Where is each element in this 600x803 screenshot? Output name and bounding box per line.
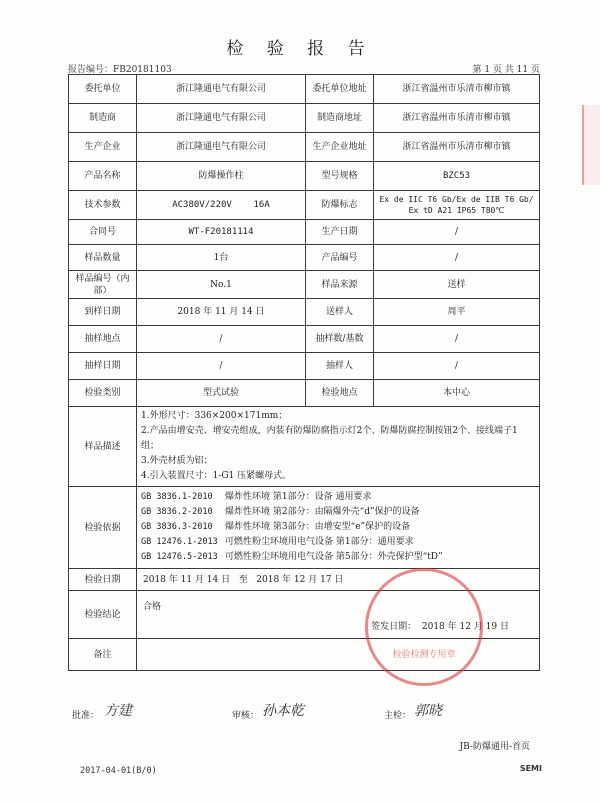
value-manufacturer: 浙江隆通电气有限公司 — [137, 104, 306, 133]
label-client-address: 委托单位地址 — [306, 75, 374, 104]
label-sender: 送样人 — [306, 299, 374, 326]
label-sampling-count: 抽样数/基数 — [306, 326, 374, 353]
label-model: 型号规格 — [306, 162, 374, 191]
inspect-signature: 郭晓 — [414, 703, 442, 719]
value-manufacturer-address: 浙江省温州市乐清市柳市镇 — [374, 104, 540, 133]
label-sampler: 抽样人 — [306, 353, 374, 380]
row-product — [69, 162, 540, 191]
basis-standard: GB 12476.1-2013 — [141, 537, 218, 547]
value-sample-source: 送样 — [374, 271, 540, 299]
label-sample-qty: 样品数量 — [69, 245, 137, 271]
value-production-date: / — [374, 220, 540, 245]
label-producer: 生产企业 — [69, 133, 137, 162]
value-sender: 周平 — [374, 299, 540, 326]
label-manufacturer-address: 制造商地址 — [306, 104, 374, 133]
value-test-category: 型式试验 — [137, 380, 306, 407]
value-product-name: 防爆操作柱 — [137, 162, 306, 191]
value-sampling-place: / — [137, 326, 306, 353]
label-test-date: 检验日期 — [69, 569, 137, 591]
report-title: 检 验 报 告 — [226, 39, 374, 59]
value-contract: WT-F20181114 — [137, 220, 306, 245]
basis-standard: GB 3836.2-2010 — [141, 507, 213, 517]
row-conclusion — [69, 591, 540, 639]
value-sampling-count: / — [374, 326, 540, 353]
value-sampling-date: / — [137, 353, 306, 380]
description-line: 4.引入装置尺寸：1-G1 压紧螺母式。 — [141, 471, 292, 481]
basis-item — [141, 550, 535, 565]
value-sampler: / — [374, 353, 540, 380]
basis-standard: GB 3836.3-2010 — [141, 522, 213, 532]
label-production-date: 生产日期 — [306, 220, 374, 245]
value-sample-no: No.1 — [137, 271, 306, 299]
label-arrival-date: 到样日期 — [69, 299, 137, 326]
row-basis — [69, 487, 540, 569]
value-conclusion-cell — [137, 591, 540, 639]
row-category — [69, 380, 540, 407]
label-producer-address: 生产企业地址 — [306, 133, 374, 162]
report-table — [68, 74, 540, 671]
basis-text: 爆炸性环境 第3部分：由增安型“e”保护的设备 — [225, 522, 411, 532]
value-client-address: 浙江省温州市乐清市柳市镇 — [374, 75, 540, 104]
label-product-no: 产品编号 — [306, 245, 374, 271]
seal-text: 检验检测专用章 — [392, 650, 456, 660]
value-model: BZC53 — [374, 162, 540, 191]
approve-signature: 方建 — [104, 703, 132, 719]
row-remarks — [69, 639, 540, 671]
label-sample-source: 样品来源 — [306, 271, 374, 299]
value-remarks — [137, 639, 540, 671]
basis-standard: GB 12476.5-2013 — [141, 552, 218, 562]
row-client — [69, 75, 540, 104]
label-sample-description: 样品描述 — [69, 407, 137, 487]
value-tech-params: AC380V/220V 16A — [137, 191, 306, 220]
label-ex-marking: 防爆标志 — [306, 191, 374, 220]
row-manufacturer — [69, 104, 540, 133]
label-tech-params: 技术参数 — [69, 191, 137, 220]
description-line: 2.产品由增安壳、增安壳组成，内装有防爆防腐指示灯2个、防爆防腐控制按钮2个、接线端子1组； — [141, 426, 518, 451]
row-contract — [69, 220, 540, 245]
label-test-place: 检验地点 — [306, 380, 374, 407]
basis-item — [141, 490, 535, 505]
label-test-category: 检验类别 — [69, 380, 137, 407]
row-producer — [69, 133, 540, 162]
value-test-basis — [137, 487, 540, 569]
label-sampling-place: 抽样地点 — [69, 326, 137, 353]
row-arrival — [69, 299, 540, 326]
approve-label: 批准： — [72, 711, 100, 721]
value-producer-address: 浙江省温州市乐清市柳市镇 — [374, 133, 540, 162]
row-sampling-date — [69, 353, 540, 380]
issue-date: 签发日期： 2018 年 12 月 19 日 — [371, 622, 509, 632]
label-product-name: 产品名称 — [69, 162, 137, 191]
value-test-date: 2018 年 11 月 14 日 至 2018 年 12 月 17 日 — [137, 569, 540, 591]
form-version: 2017-04-01(B/0) — [80, 766, 157, 776]
basis-item — [141, 505, 535, 520]
basis-text: 爆炸性环境 第1部分：设备 通用要求 — [225, 492, 372, 502]
report-number: 报告编号：FB20181103 — [68, 65, 172, 75]
value-product-no: / — [374, 245, 540, 271]
basis-text: 可燃性粉尘环境用电气设备 第5部分：外壳保护型“tD” — [225, 552, 443, 562]
basis-text: 可燃性粉尘环境用电气设备 第1部分：通用要求 — [225, 537, 414, 547]
description-line: 3.外壳材质为铝； — [141, 456, 213, 466]
value-ex-marking: Ex de IIC T6 Gb/Ex de IIB T6 Gb/ Ex tD A21 IP65 T80℃ — [374, 191, 540, 220]
basis-standard: GB 3836.1-2010 — [141, 492, 213, 502]
row-tech — [69, 191, 540, 220]
label-client: 委托单位 — [69, 75, 137, 104]
edge-seal — [582, 105, 600, 185]
basis-text: 爆炸性环境 第2部分：由隔爆外壳“d”保护的设备 — [225, 507, 420, 517]
row-description — [69, 407, 540, 487]
inspect-label: 主检： — [384, 711, 412, 721]
description-line: 1.外形尺寸：336×200×171mm； — [141, 411, 288, 421]
value-client: 浙江隆通电气有限公司 — [137, 75, 306, 104]
row-sampling-place — [69, 326, 540, 353]
review-label: 审核： — [232, 711, 260, 721]
value-sample-qty: 1台 — [137, 245, 306, 271]
row-qty — [69, 245, 540, 271]
form-code: JB-防爆通用-首页 — [459, 742, 530, 752]
value-sample-description — [137, 407, 540, 487]
review-signature: 孙本乾 — [262, 703, 304, 719]
value-test-place: 本中心 — [374, 380, 540, 407]
company-logo: SEMI — [519, 764, 542, 773]
label-contract: 合同号 — [69, 220, 137, 245]
label-test-basis: 检验依据 — [69, 487, 137, 569]
page-info: 第 1 页 共 11 页 — [472, 65, 540, 75]
conclusion-text: 合格 — [143, 602, 162, 612]
label-manufacturer: 制造商 — [69, 104, 137, 133]
label-remarks: 备注 — [69, 639, 137, 671]
label-sampling-date: 抽样日期 — [69, 353, 137, 380]
value-arrival-date: 2018 年 11 月 14 日 — [137, 299, 306, 326]
row-sample-no — [69, 271, 540, 299]
row-test-date — [69, 569, 540, 591]
basis-item — [141, 520, 535, 535]
value-producer: 浙江隆通电气有限公司 — [137, 133, 306, 162]
basis-item — [141, 535, 535, 550]
label-sample-no: 样品编号（内部） — [69, 271, 137, 299]
label-conclusion: 检验结论 — [69, 591, 137, 639]
